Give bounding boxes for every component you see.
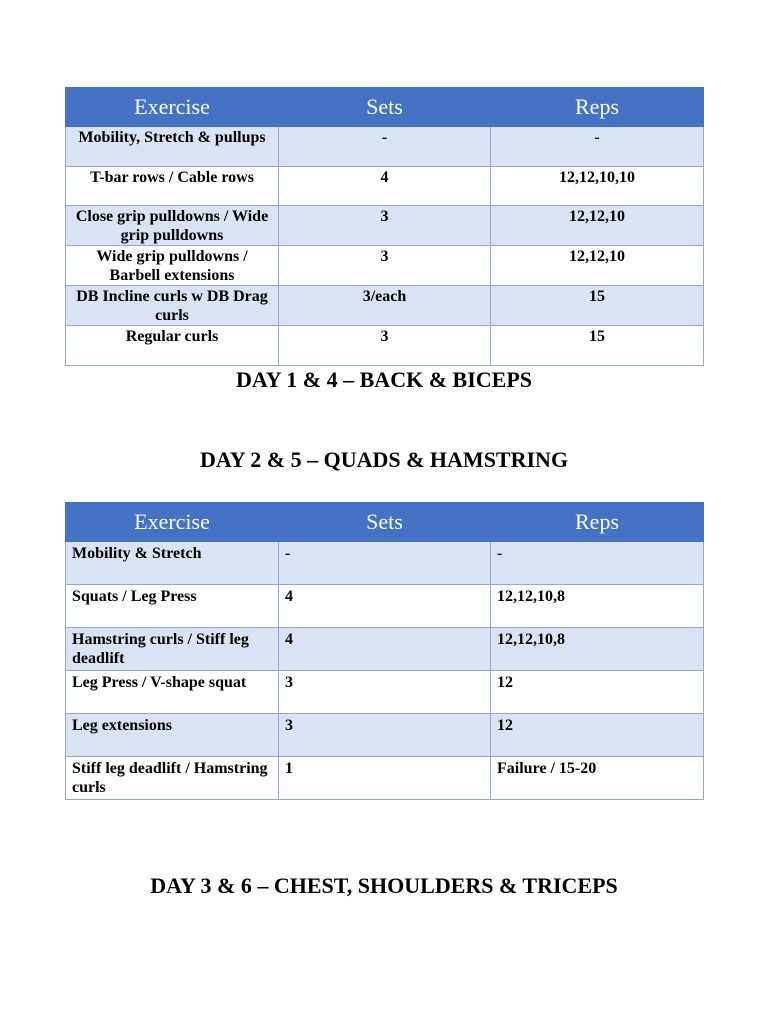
reps-cell: 12 xyxy=(491,714,704,757)
sets-cell: 3 xyxy=(279,246,491,286)
back-biceps-table xyxy=(65,87,704,366)
reps-cell: 12,12,10,8 xyxy=(491,628,704,671)
reps-cell: 15 xyxy=(491,326,704,366)
exercise-cell: Close grip pulldowns / Wide grip pulldowns xyxy=(66,206,279,246)
exercise-cell: DB Incline curls w DB Drag curls xyxy=(66,286,279,326)
sets-cell: - xyxy=(279,542,491,585)
quads-hamstring-table xyxy=(65,502,704,800)
reps-cell: 12,12,10,8 xyxy=(491,585,704,628)
column-header-reps: Reps xyxy=(491,88,704,127)
reps-cell: - xyxy=(491,127,704,167)
sets-cell: 3 xyxy=(279,206,491,246)
table-row xyxy=(66,628,704,671)
table-row xyxy=(66,206,704,246)
table-row xyxy=(66,542,704,585)
table-row xyxy=(66,127,704,167)
column-header-exercise: Exercise xyxy=(66,88,279,127)
day-2-5-heading: DAY 2 & 5 – QUADS & HAMSTRING xyxy=(199,447,569,472)
sets-cell: 3 xyxy=(279,671,491,714)
sets-cell: 4 xyxy=(279,585,491,628)
sets-cell: 4 xyxy=(279,166,491,206)
exercise-cell: Wide grip pulldowns / Barbell extensions xyxy=(66,246,279,286)
sets-cell: 1 xyxy=(279,757,491,800)
day-3-6-heading: DAY 3 & 6 – CHEST, SHOULDERS & TRICEPS xyxy=(150,873,618,898)
sets-cell: 3 xyxy=(279,326,491,366)
exercise-cell: Squats / Leg Press xyxy=(66,585,279,628)
table-row xyxy=(66,671,704,714)
exercise-cell: Leg extensions xyxy=(66,714,279,757)
reps-cell: 12 xyxy=(491,671,704,714)
day-1-4-heading: DAY 1 & 4 – BACK & BICEPS xyxy=(235,367,532,392)
column-header-sets: Sets xyxy=(279,88,491,127)
sets-cell: - xyxy=(279,127,491,167)
table-row xyxy=(66,246,704,286)
table-row xyxy=(66,166,704,206)
reps-cell: Failure / 15-20 xyxy=(491,757,704,800)
table-header-row xyxy=(66,503,704,542)
exercise-cell: Mobility, Stretch & pullups xyxy=(66,127,279,167)
sets-cell: 3/each xyxy=(279,286,491,326)
exercise-cell: T-bar rows / Cable rows xyxy=(66,166,279,206)
reps-cell: 12,12,10 xyxy=(491,246,704,286)
table-row xyxy=(66,286,704,326)
exercise-cell: Mobility & Stretch xyxy=(66,542,279,585)
column-header-reps: Reps xyxy=(491,503,704,542)
column-header-sets: Sets xyxy=(279,503,491,542)
sets-cell: 3 xyxy=(279,714,491,757)
table-row xyxy=(66,757,704,800)
table-header-row xyxy=(66,88,704,127)
reps-cell: 12,12,10,10 xyxy=(491,166,704,206)
table-row xyxy=(66,714,704,757)
sets-cell: 4 xyxy=(279,628,491,671)
exercise-cell: Hamstring curls / Stiff leg deadlift xyxy=(66,628,279,671)
exercise-cell: Leg Press / V-shape squat xyxy=(66,671,279,714)
reps-cell: 15 xyxy=(491,286,704,326)
reps-cell: - xyxy=(491,542,704,585)
reps-cell: 12,12,10 xyxy=(491,206,704,246)
exercise-cell: Stiff leg deadlift / Hamstring curls xyxy=(66,757,279,800)
exercise-cell: Regular curls xyxy=(66,326,279,366)
table-row xyxy=(66,326,704,366)
column-header-exercise: Exercise xyxy=(66,503,279,542)
table-row xyxy=(66,585,704,628)
